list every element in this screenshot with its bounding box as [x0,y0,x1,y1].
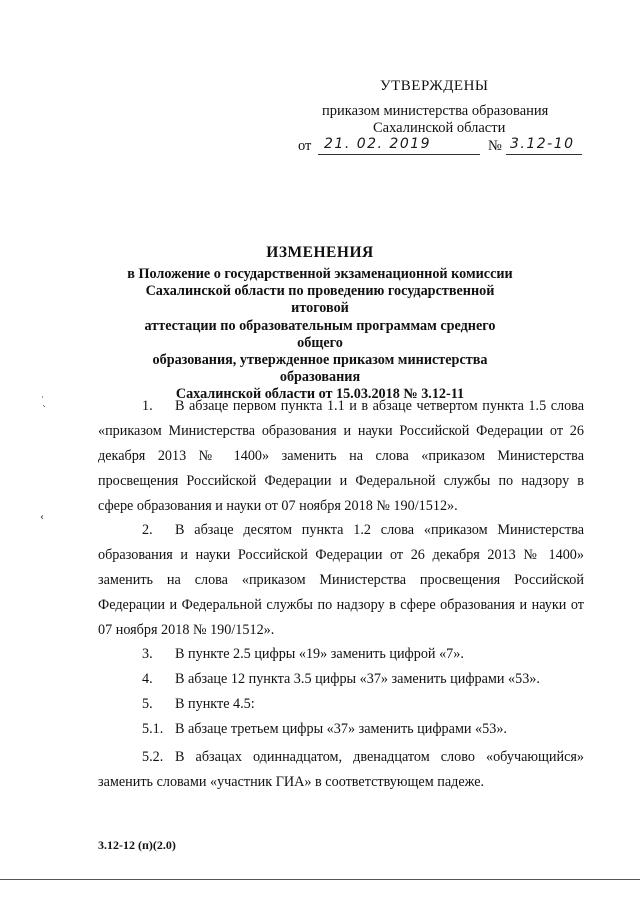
item-text: В абзаце десятом пункта 1.2 слова «приказом Министерства образования и науки Российской Федерации от 26 декабря 2013 № 1400» заменить на слова «приказом Министерства просвещения Российской Федерации и Федеральной службы по надзору в сфере образования и науки от 07 ноября 2018 № 190/1512». [98,522,584,638]
item-text: В пункте 4.5: [175,696,255,712]
item-5-1 [142,721,507,738]
item-number: 4. [142,671,153,687]
item-text: В абзаце третьем цифры «37» заменить цифрами «53». [175,721,507,737]
item-5-2 [98,745,584,795]
subtitle-line: в Положение о государственной экзаменационной комиссии [127,266,513,282]
approval-order-line-2: Сахалинской области [373,120,506,136]
subtitle-line: аттестации по образовательным программам среднего общего [144,317,496,351]
item-number: 3. [142,646,153,662]
document-subtitle [120,266,520,404]
item-text: В абзаце 12 пункта 3.5 цифры «37» заменить цифрами «53». [175,671,540,687]
document-title: ИЗМЕНЕНИЯ [266,244,374,261]
number-label: № [488,138,502,154]
page-bottom-rule [0,879,640,880]
subtitle-line: Сахалинской области по проведению государственной итоговой [145,283,495,317]
subtitle-line: образования, утвержденное приказом министерства образования [152,352,488,386]
order-date-number-row [298,138,608,160]
item-number: 1. [142,398,153,414]
scan-speck: ` [42,405,47,416]
subtitle-line: Сахалинской области от 15.03.2018 № 3.12-11 [175,386,465,403]
scan-speck: ‹ [40,512,44,523]
item-5 [142,696,255,713]
approval-order-line-1: приказом министерства образования [322,103,549,119]
item-number: 2. [142,522,153,538]
handwritten-date: 21. 02. 2019 [324,136,432,152]
item-3 [142,646,464,663]
item-text: В пункте 2.5 цифры «19» заменить цифрой «7». [175,646,464,662]
item-number: 5.1. [142,721,164,737]
item-text: В абзацах одиннадцатом, двенадцатом слово «обучающийся» заменить словами «участник ГИА» в соответствующем падеже. [98,749,584,790]
document-code: 3.12-12 (п)(2.0) [98,838,176,852]
item-number: 5.2. [142,749,164,765]
item-number: 5. [142,696,153,712]
approved-heading: УТВЕРЖДЕНЫ [380,78,489,94]
date-underline [318,154,480,155]
date-label: от [298,138,312,154]
scan-speck: ˙ [40,396,45,407]
number-underline [506,154,582,155]
handwritten-number: 3.12-10 [510,136,575,152]
item-4 [142,671,540,688]
item-2 [98,518,584,643]
item-1 [98,394,584,519]
item-text: В абзаце первом пункта 1.1 и в абзаце четвертом пункта 1.5 слова «приказом Министерства образования и науки Российской Федерации от 26 декабря 2013 № 1400» заменить на слова «приказом Министерства просвещения Российской Федерации и Федеральной службы по надзору в сфере образования и науки от 07 ноября 2018 № 190/1512». [98,398,584,514]
